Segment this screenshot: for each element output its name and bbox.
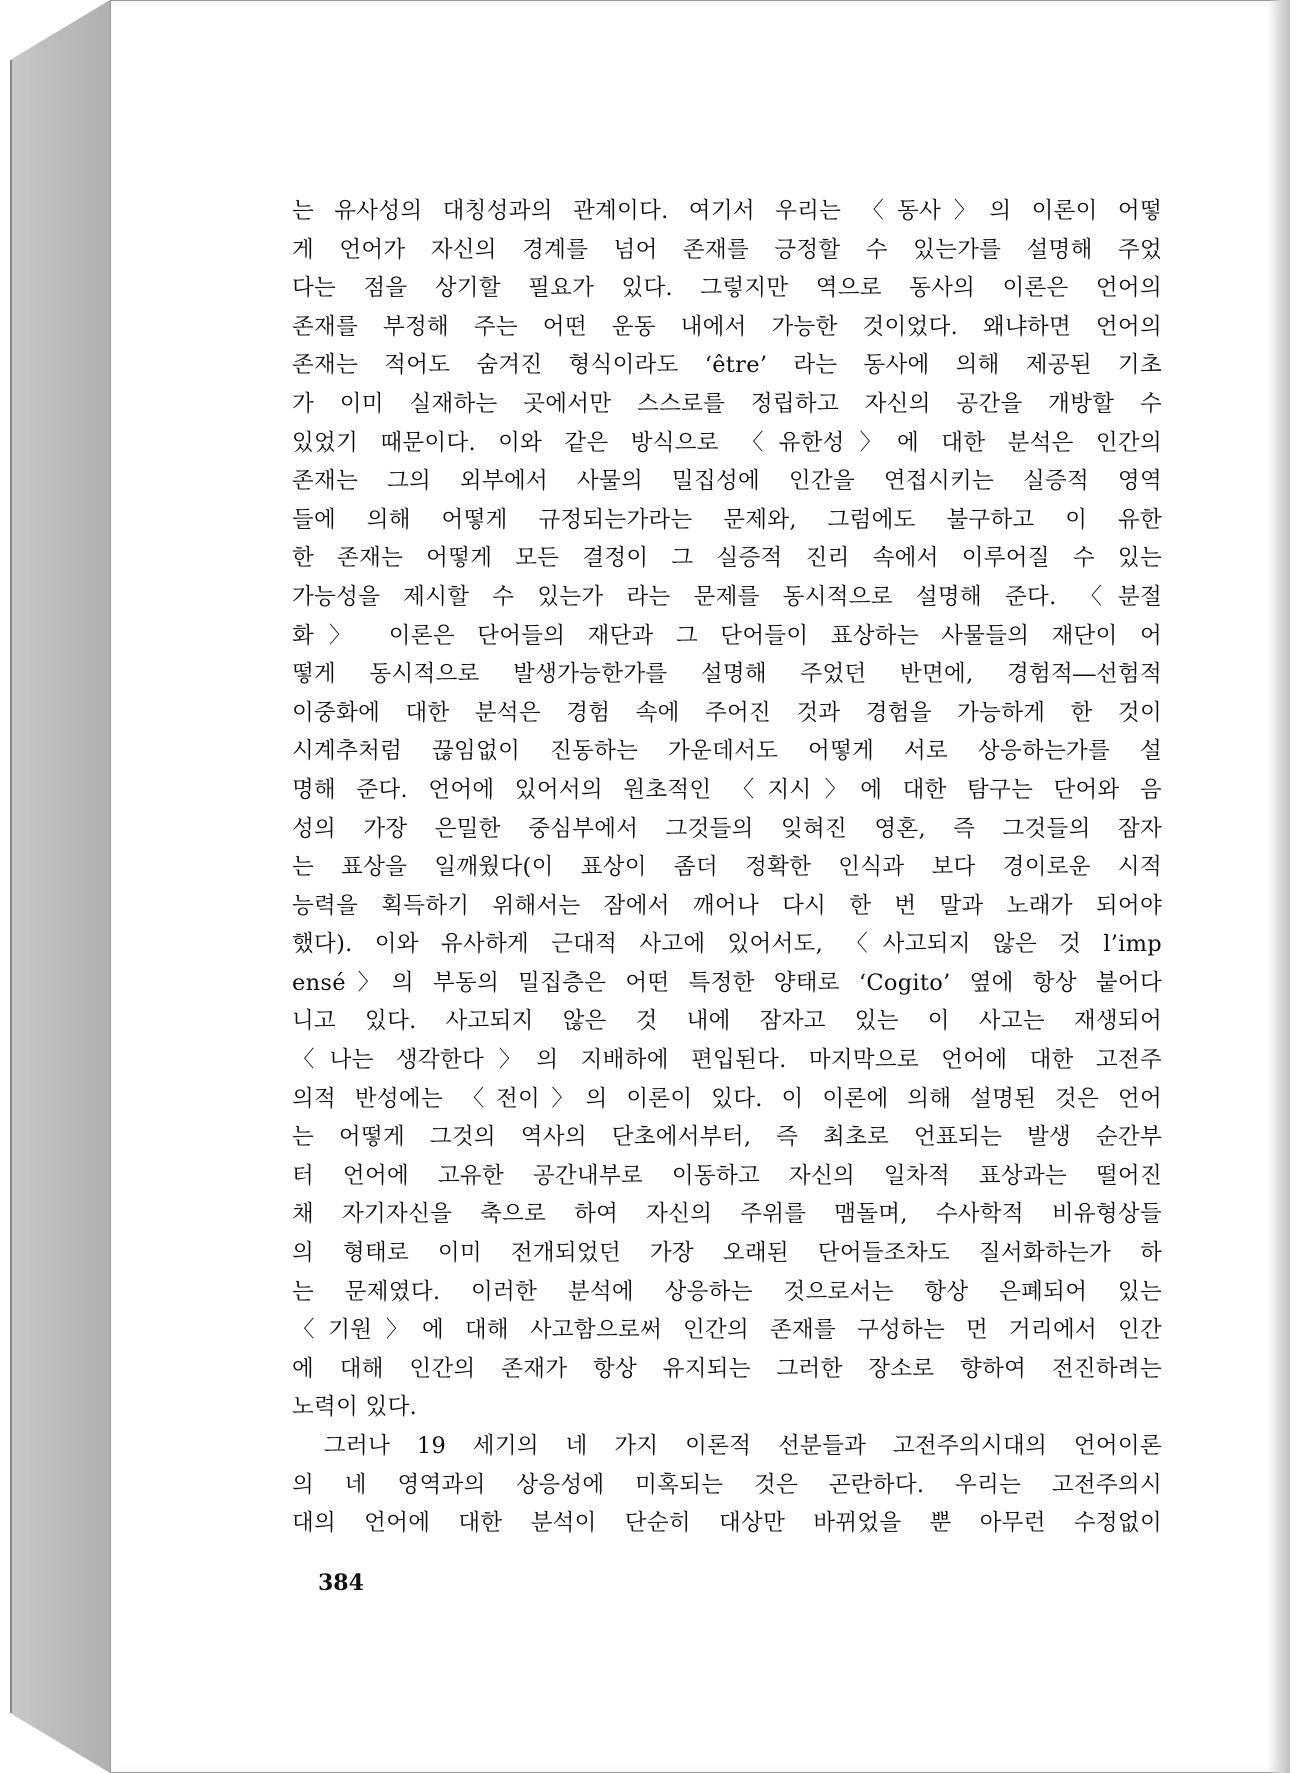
text-line: 는 유사성의 대칭성과의 관계이다. 여기서 우리는 〈동사〉의 이론이 어떻 xyxy=(292,198,1162,224)
text-line: 있었기 때문이다. 이와 같은 방식으로 〈유한성〉에 대한 분석은 인간의 xyxy=(292,429,1162,456)
text-line: 에 대해 인간의 존재가 항상 유지되는 그러한 장소로 향하여 전진하려는 xyxy=(292,1355,1162,1382)
text-line: 의 형태로 이미 전개되었던 가장 오래된 단어들조차도 질서화하는가 하 xyxy=(292,1240,1162,1267)
text-line: 가능성을 제시할 수 있는가 라는 문제를 동시적으로 설명해 준다. 〈분절 xyxy=(292,583,1162,610)
text-line: 들에 의해 어떻게 규정되는가라는 문제와, 그럼에도 불구하고 이 유한 xyxy=(292,506,1162,533)
text-line: 다는 점을 상기할 필요가 있다. 그렇지만 역으로 동사의 이론은 언어의 xyxy=(292,275,1162,302)
text-line: 터 언어에 고유한 공간내부로 이동하고 자신의 일차적 표상과는 떨어진 xyxy=(292,1162,1162,1189)
text-line: 존재는 적어도 숨겨진 형식이라도 ‘être’ 라는 동사에 의해 제공된 기초 xyxy=(292,352,1162,379)
text-line: 가 이미 실재하는 곳에서만 스스로를 정립하고 자신의 공간을 개방할 수 xyxy=(292,390,1162,417)
body-text xyxy=(292,192,1162,1543)
text-line: 의적 반성에는 〈전이〉의 이론이 있다. 이 이론에 의해 설명된 것은 언어 xyxy=(292,1085,1162,1112)
text-line: 〈나는 생각한다〉의 지배하에 편입된다. 마지막으로 언어에 대한 고전주 xyxy=(292,1047,1162,1074)
text-line: 떻게 동시적으로 발생가능한가를 설명해 주었던 반면에, 경험적―선험적 xyxy=(292,661,1162,688)
text-line: 존재는 그의 외부에서 사물의 밀집성에 인간을 연접시키는 실증적 영역 xyxy=(292,468,1162,495)
text-line: 〈기원〉에 대해 사고함으로써 인간의 존재를 구성하는 먼 거리에서 인간 xyxy=(292,1317,1162,1344)
text-line: 한 존재는 어떻게 모든 결정이 그 실증적 진리 속에서 이루어질 수 있는 xyxy=(292,545,1162,572)
page-number: 384 xyxy=(318,1570,364,1596)
text-line: 명해 준다. 언어에 있어서의 원초적인 〈지시〉에 대한 탐구는 단어와 음 xyxy=(292,776,1162,803)
text-line: 했다). 이와 유사하게 근대적 사고에 있어서도, 〈사고되지 않은 것 l’imp xyxy=(292,931,1162,958)
text-line: 게 언어가 자신의 경계를 넘어 존재를 긍정할 수 있는가를 설명해 주었 xyxy=(292,236,1162,263)
text-line: 시계추처럼 끊임없이 진동하는 가운데서도 어떻게 서로 상응하는가를 설 xyxy=(292,738,1162,765)
text-line: 존재를 부정해 주는 어떤 운동 내에서 가능한 것이었다. 왜냐하면 언어의 xyxy=(292,313,1162,340)
paragraph-first-line: 그러나 19 세기의 네 가지 이론적 선분들과 고전주의시대의 언어이론 xyxy=(324,1433,1162,1459)
text-line: 니고 있다. 사고되지 않은 것 내에 잠자고 있는 이 사고는 재생되어 xyxy=(292,1008,1162,1035)
text-line: 의 네 영역과의 상응성에 미혹되는 것은 곤란하다. 우리는 고전주의시 xyxy=(292,1471,1162,1498)
text-line: 는 어떻게 그것의 역사의 단초에서부터, 즉 최초로 언표되는 발생 순간부 xyxy=(292,1124,1162,1151)
book-spine xyxy=(10,0,111,1773)
spine-edge xyxy=(10,60,12,1713)
text-line: 능력을 획득하기 위해서는 잠에서 깨어나 다시 한 번 말과 노래가 되어야 xyxy=(292,892,1162,919)
text-line: 대의 언어에 대한 분석이 단순히 대상만 바뀌었을 뿐 아무런 수정없이 xyxy=(292,1510,1162,1537)
text-line: 는 표상을 일깨웠다(이 표상이 좀더 정확한 인식과 보다 경이로운 시적 xyxy=(292,854,1162,881)
text-line: 화〉 이론은 단어들의 재단과 그 단어들이 표상하는 사물들의 재단이 어 xyxy=(292,622,1162,649)
text-line: ensé〉의 부동의 밀집층은 어떤 특정한 양태로 ‘Cogito’ 옆에 항상 붙어다 xyxy=(292,969,1162,996)
text-line: 이중화에 대한 분석은 경험 속에 주어진 것과 경험을 가능하게 한 것이 xyxy=(292,699,1162,726)
text-line: 성의 가장 은밀한 중심부에서 그것들의 잊혀진 영혼, 즉 그것들의 잠자 xyxy=(292,815,1162,842)
page-edge-shadow xyxy=(1268,0,1290,1773)
text-line: 채 자기자신을 축으로 하여 자신의 주위를 맴돌며, 수사학적 비유형상들 xyxy=(292,1201,1162,1228)
text-line: 는 문제였다. 이러한 분석에 상응하는 것으로서는 항상 은폐되어 있는 xyxy=(292,1278,1162,1305)
paragraph-last-line: 노력이 있다. xyxy=(292,1394,418,1421)
